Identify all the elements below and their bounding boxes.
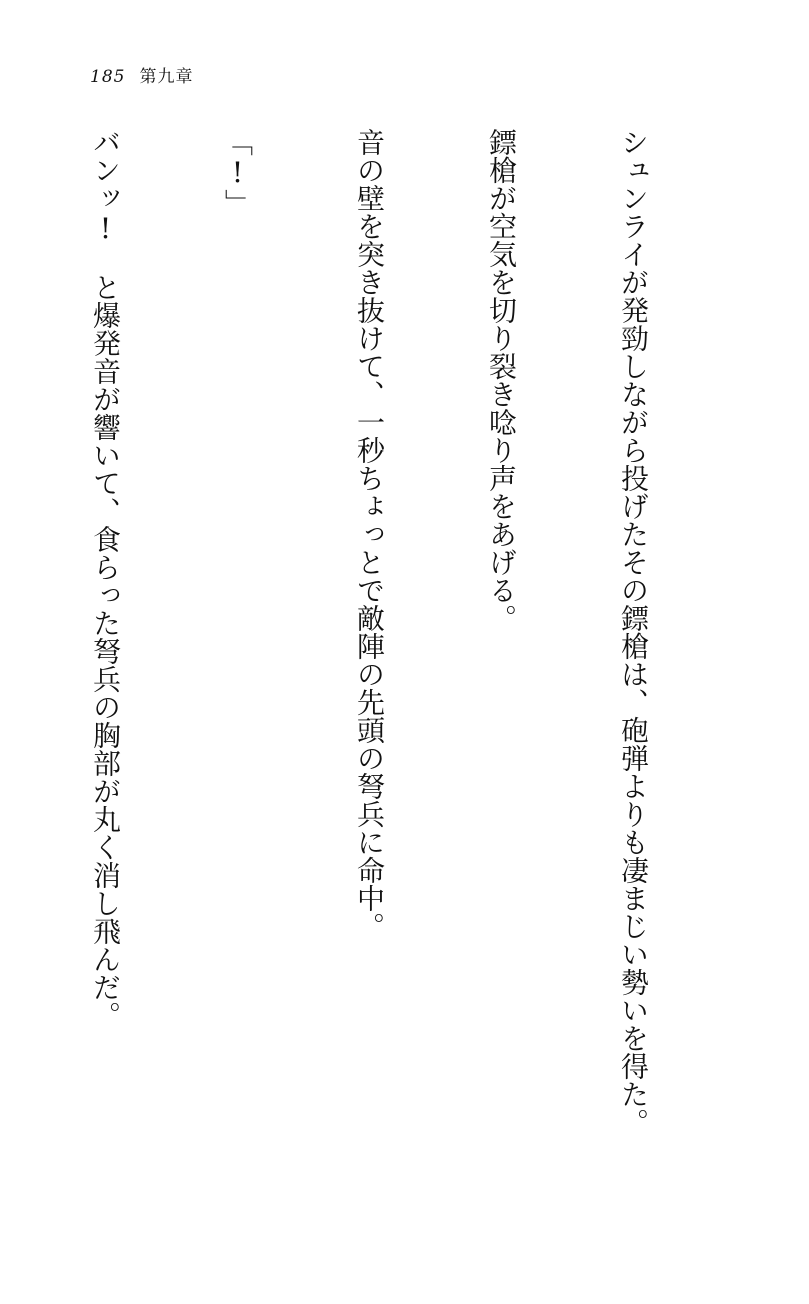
body-text: [0, 128, 743, 1148]
text-line: バンッ! と爆発音が響いて、食らった弩兵の胸部が丸く消し飛んだ。: [89, 128, 122, 1029]
text-line: 鏢槍が空気を切り裂き唸り声をあげる。: [485, 128, 518, 632]
text-line: シュンライが発勁しながら投げたその鏢槍は、砲弾よりも凄まじい勢いを得た。: [617, 128, 650, 1136]
text-line: 音の壁を突き抜けて、一秒ちょっとで敵陣の先頭の弩兵に命中。: [353, 128, 386, 940]
chapter-title: 第九章: [139, 67, 194, 87]
text-line: 「!」: [221, 128, 254, 217]
page-number: 185: [90, 67, 126, 87]
running-header: [90, 62, 193, 87]
